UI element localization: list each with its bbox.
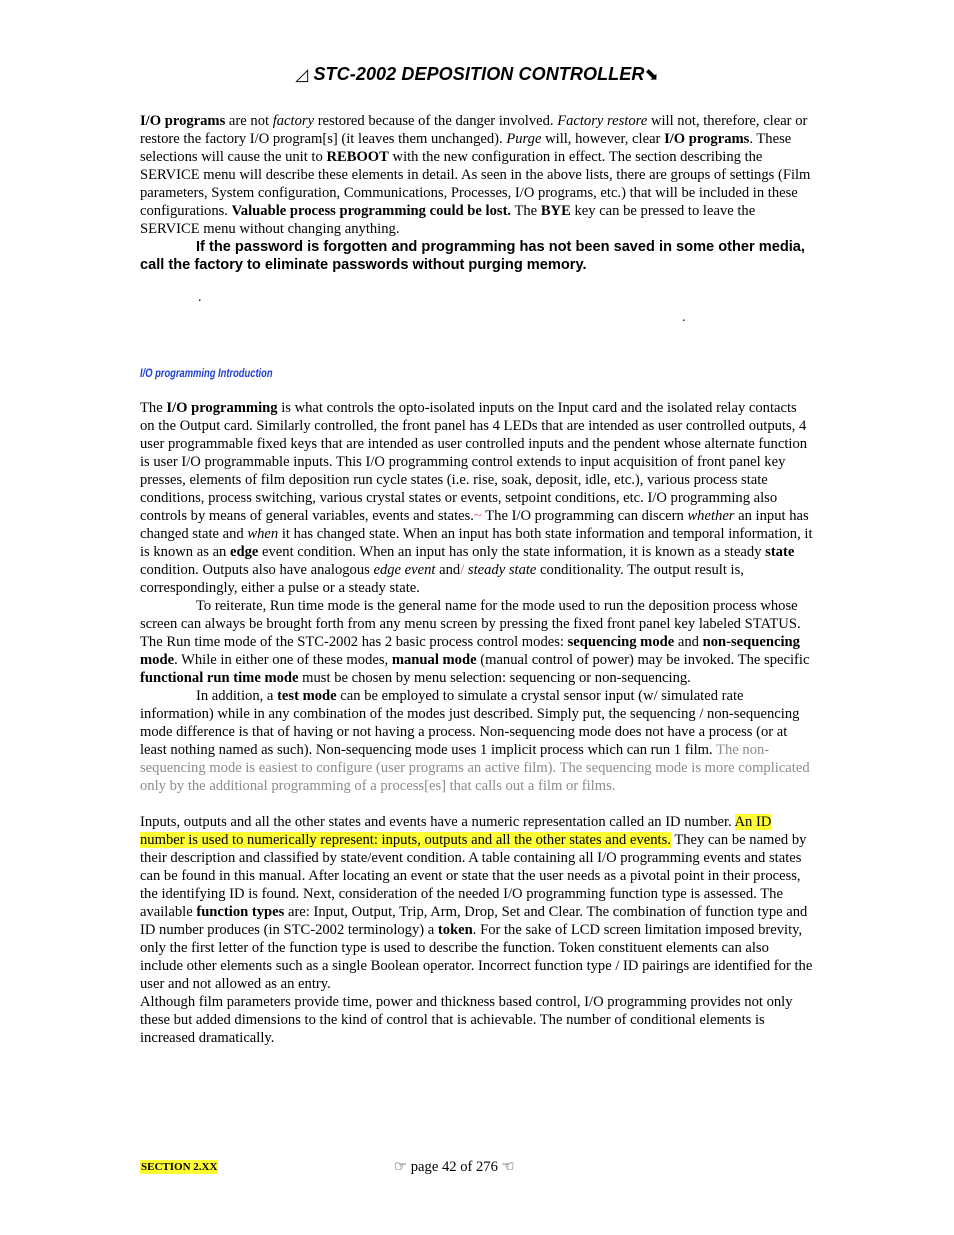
right-arrow-icon: ⬊	[644, 65, 659, 84]
intro-block	[140, 112, 814, 274]
body-block	[140, 399, 814, 1047]
password-warning: If the password is forgotten and programming has not been saved in some other media, call the factory to eliminate passwords without purging memory.	[140, 239, 805, 273]
paragraph-run-time-mode: To reiterate, Run time mode is the general name for the mode used to run the deposition process whose screen can always be brought forth from any menu screen by pressing the fixed front panel key labeled STATUS. The Run time mode of the STC-2002 has 2 basic process control modes: sequencing mode and non-sequencing mode. While in either one of these modes, manual mode (manual control of power) may be invoked. The specific functional run time mode must be chosen by menu selection: sequencing or non-sequencing.	[140, 598, 810, 686]
page-number-text: page 42 of 276	[410, 1159, 498, 1175]
paragraph-film-parameters: Although film parameters provide time, power and thickness based control, I/O programming provides not only these but added dimensions to the kind of control that is achievable. The number of conditional elements is increased dramatically.	[140, 994, 793, 1046]
page-header	[140, 64, 814, 85]
header-title: STC-2002 DEPOSITION CONTROLLER	[313, 64, 645, 84]
paragraph-test-mode: In addition, a test mode can be employed to simulate a crystal sensor input (w/ simulated rate information) while in any combination of the modes just described. Simply put, the sequencing / non-sequencing mode difference is that of having or not having a process. Non-sequencing mode does not have a process (or at least nothing named as such). Non-sequencing mode uses 1 implicit process which can run 1 film. The non-sequencing mode is easiest to configure (user programs an active film). The sequencing mode is more complicated only by the additional programming of a process[es] that calls out a film or films.	[140, 688, 810, 794]
section-heading: I/O programming Introduction	[140, 366, 273, 380]
paragraph-io-programming: The I/O programming is what controls the opto-isolated inputs on the Input card and the isolated relay contacts on the Output card. Similarly controlled, the front panel has 4 LEDs that are intended as user controlled outputs, 4 user programmable fixed keys that are intended as user controlled inputs and the pendent whose alternate function is user I/O programmable inputs. This I/O programming control extends to input acquisition of front panel key presses, elements of film deposition run cycle states (i.e. rise, soak, deposit, idle, etc.), various process state conditions, process switching, various crystal states or events, setpoint conditions, etc. I/O programming also controls by means of general variables, events and states.~ The I/O programming can discern whether an input has changed state and when it has changed state. When an input has both state information and temporal information, it is known as an edge event condition. When an input has only the state information, it is known as a steady state condition. Outputs also have analogous edge event and/ steady state conditionality. The output result is, correspondingly, either a pulse or a steady state.	[140, 400, 813, 596]
intro-paragraph: I/O programs are not factory restored because of the danger involved. Factory restore will not, therefore, clear or restore the factory I/O program[s] (it leaves them unchanged). Purge will, however, clear I/O programs. These selections will cause the unit to REBOOT with the new configuration in effect. The section describing the SERVICE menu will describe these elements in detail. As seen in the above lists, there are groups of settings (Film parameters, System configuration, Communications, Processes, I/O programs, etc.) that will be included in these configurations. Valuable process programming could be lost. The BYE key can be pressed to leave the SERVICE menu without changing anything.	[140, 113, 811, 237]
stray-dot: .	[682, 310, 686, 325]
footer-section-label: SECTION 2.XX	[141, 1161, 218, 1173]
pointing-left-hand-icon: ☜	[501, 1159, 515, 1175]
paragraph-id-numbers: Inputs, outputs and all the other states and events have a numeric representation called an ID number. An ID number is used to numerically represent: inputs, outputs and all the other states and events. They can be named by their description and classified by state/event condition. A table containing all I/O programming events and states can be found in this manual. After locating an event or state that the user needs as a pivotal point in their process, the identifying ID is found. Next, consideration of the needed I/O programming function type is assessed. The available function types are: Input, Output, Trip, Arm, Drop, Set and Clear. The combination of function type and ID number produces (in STC-2002 terminology) a token. For the sake of LCD screen limitation imposed brevity, only the first letter of the function type is used to describe the function. Token constituent elements can also include other elements such as a single Boolean operator. Incorrect function type / ID pairings are identified for the user and not allowed as an entry.	[140, 814, 813, 992]
stray-dot: .	[198, 290, 202, 305]
footer-page-number	[394, 1158, 515, 1176]
left-triangle-icon: ◿	[295, 65, 309, 84]
pointing-right-hand-icon: ☞	[394, 1159, 408, 1175]
